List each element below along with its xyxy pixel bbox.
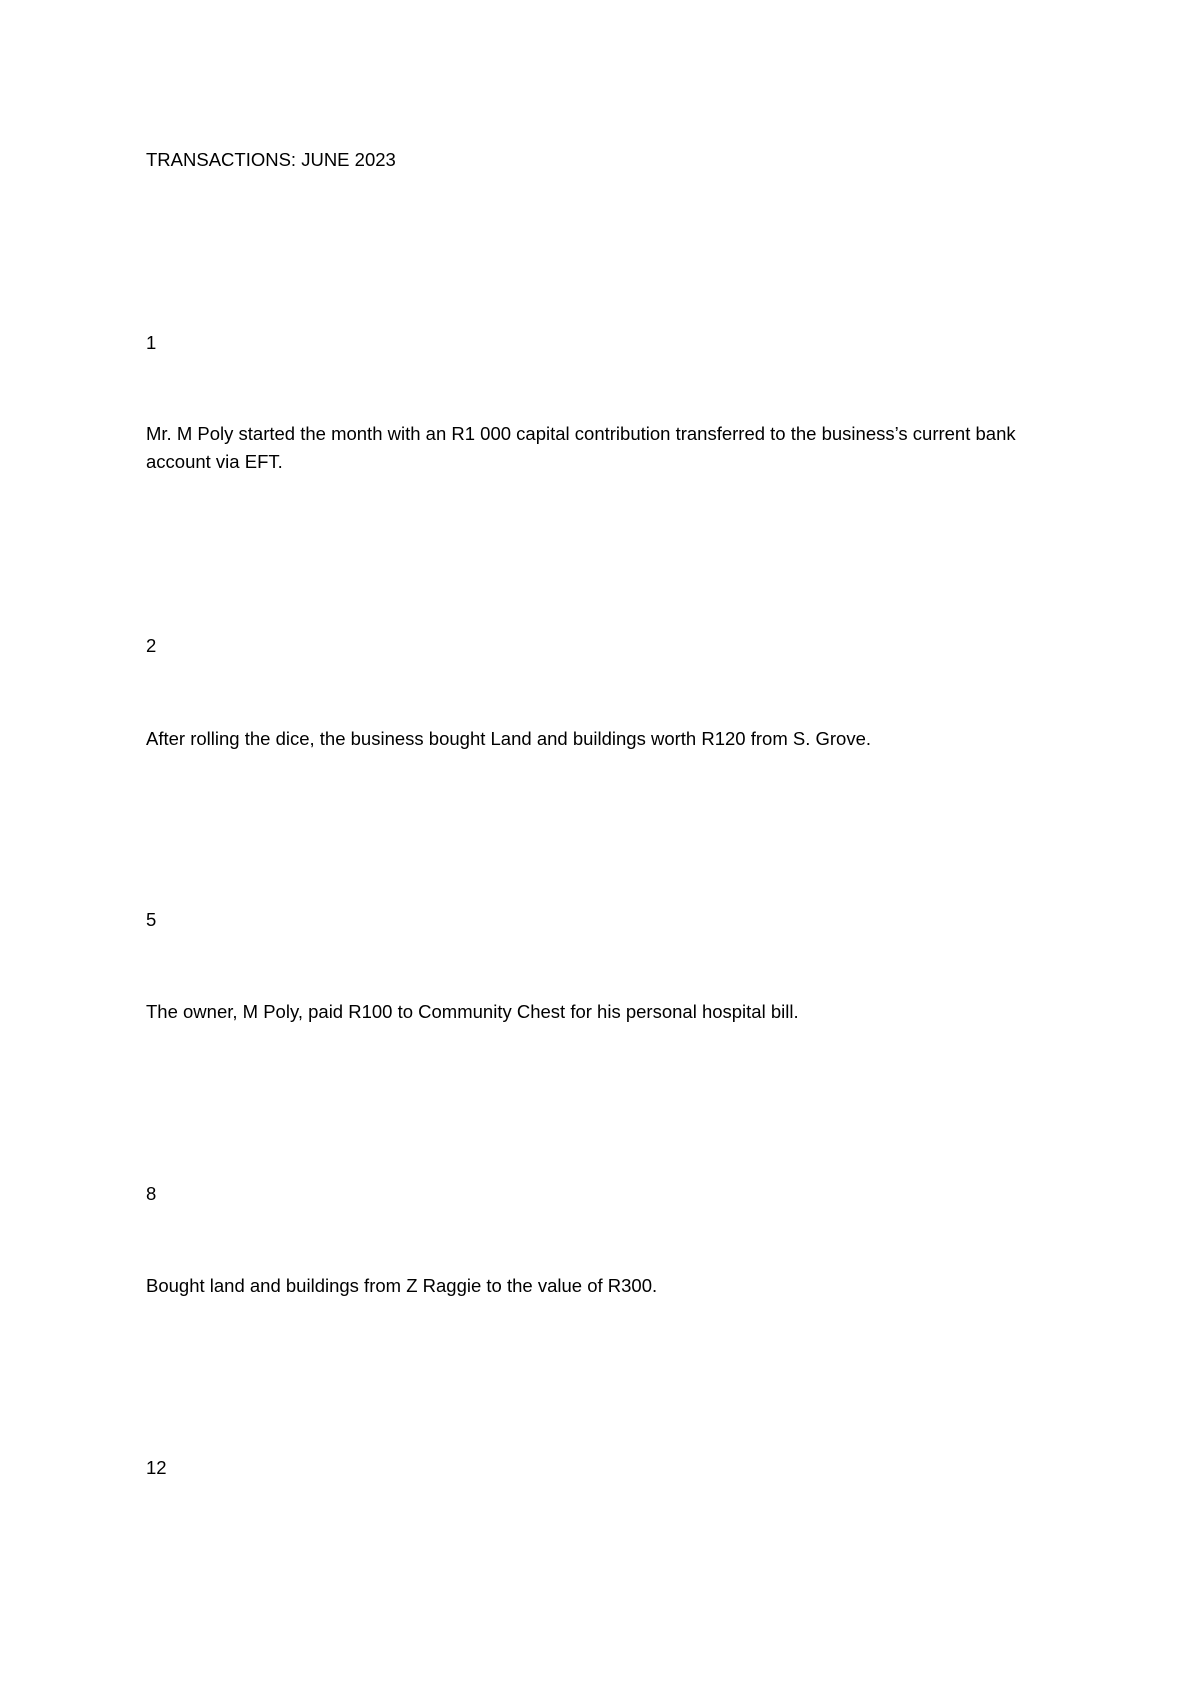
- transaction-day: 5: [146, 909, 157, 930]
- document-title: TRANSACTIONS: JUNE 2023: [146, 149, 396, 170]
- transaction-description: After rolling the dice, the business bought Land and buildings worth R120 from S. Grove.: [146, 728, 872, 749]
- transaction-day: 2: [146, 635, 157, 656]
- transaction-description: The owner, M Poly, paid R100 to Community Chest for his personal hospital bill.: [146, 1001, 799, 1022]
- transaction-day: 12: [146, 1457, 167, 1478]
- transaction-description: Bought land and buildings from Z Raggie to the value of R300.: [146, 1275, 658, 1296]
- transaction-day: 8: [146, 1183, 157, 1204]
- transaction-description: Mr. M Poly started the month with an R1 000 capital contribution transferred to the business’s current bank account via EFT.: [146, 423, 1016, 472]
- transaction-day: 1: [146, 332, 157, 353]
